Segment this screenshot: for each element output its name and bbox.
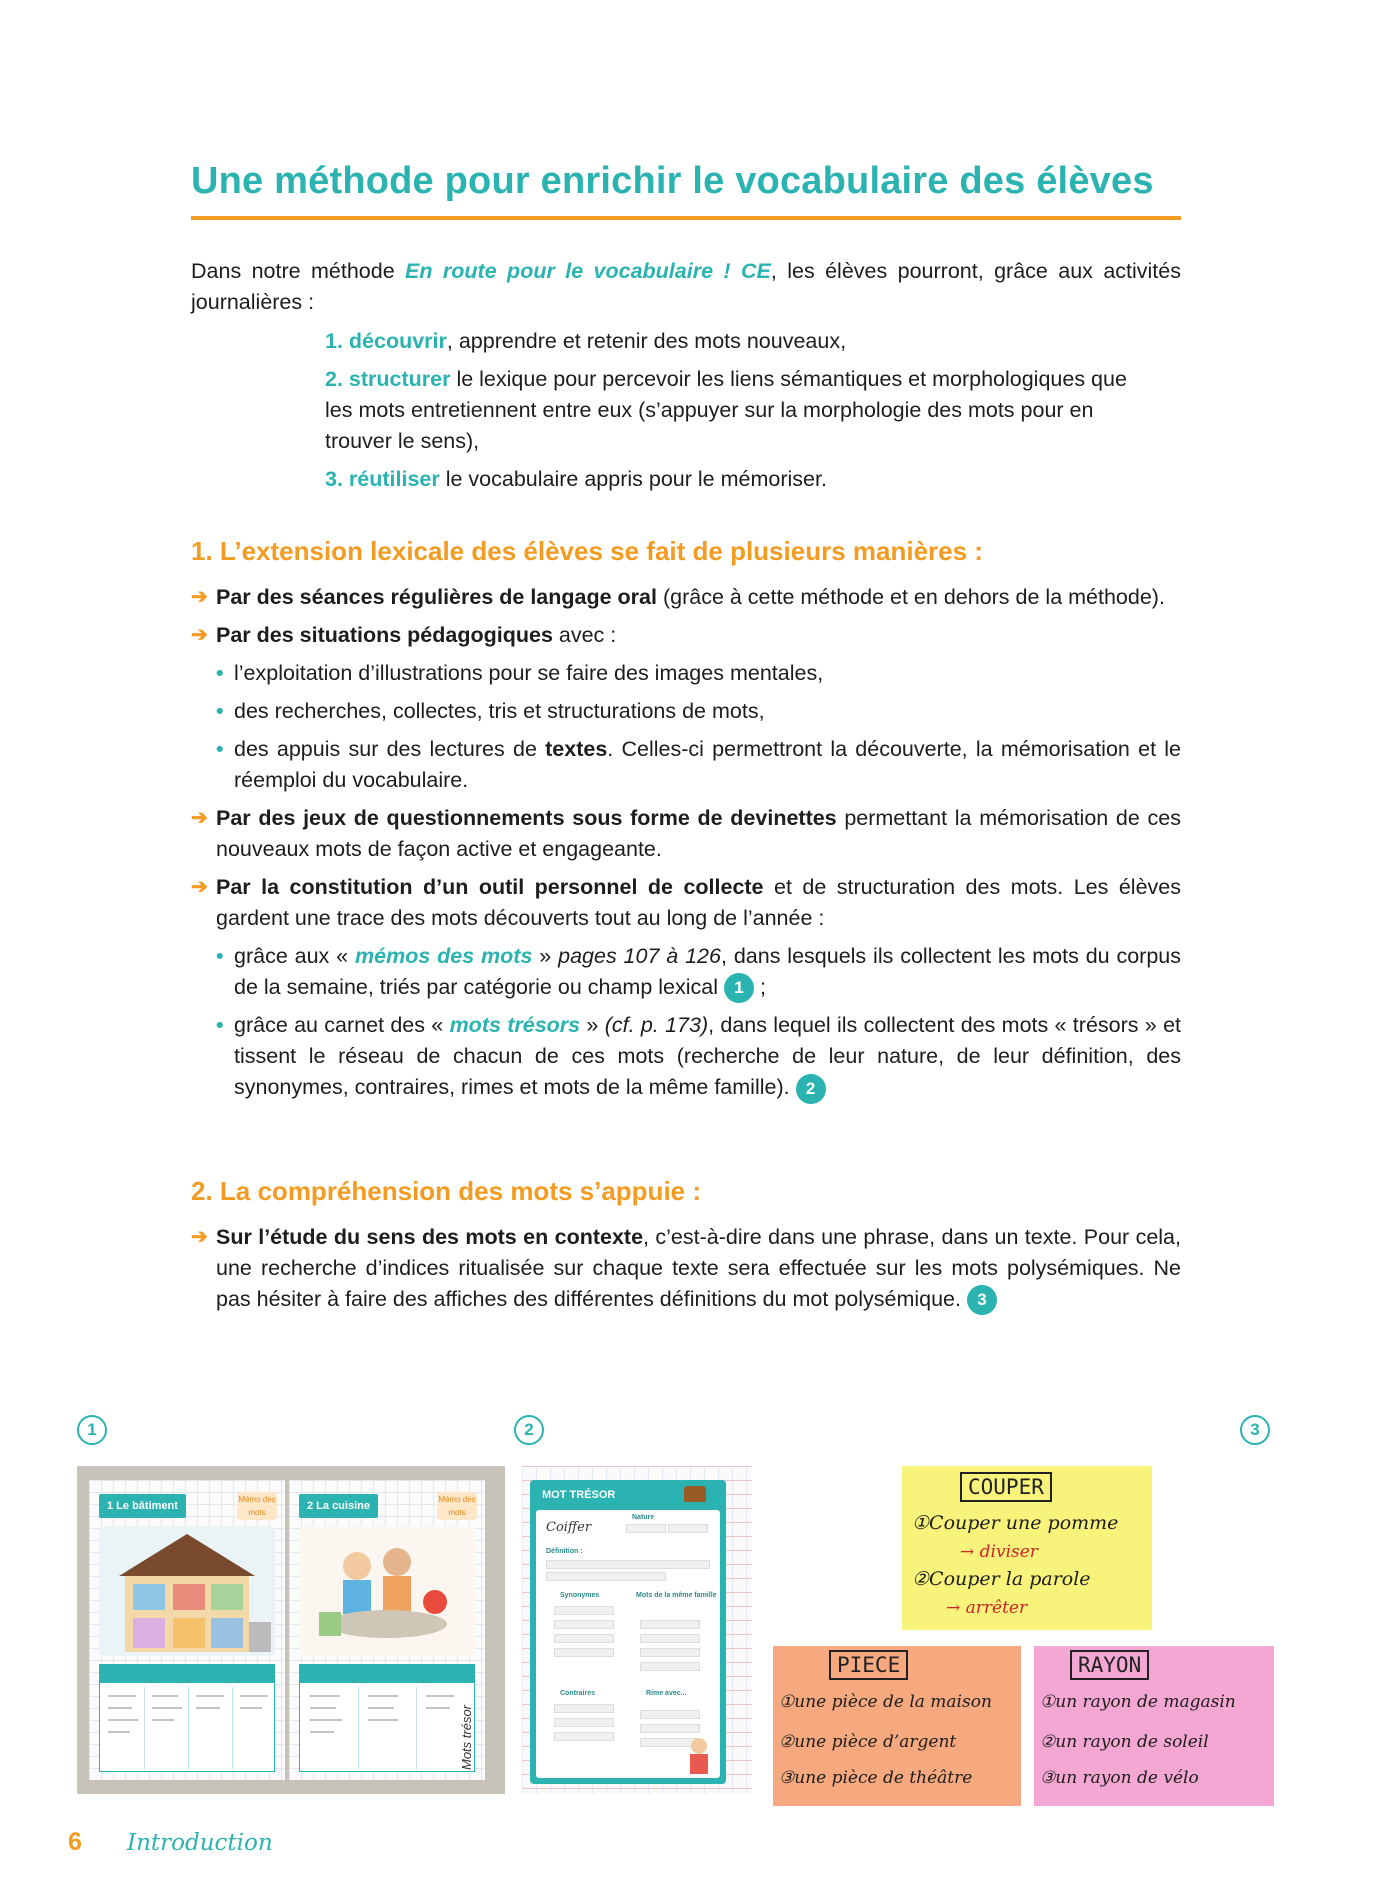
- arrow-right-icon: ➔: [191, 807, 208, 829]
- step-item: 1. découvrir, apprendre et retenir des mots nouveaux,: [325, 329, 847, 353]
- page-number: 6: [68, 1828, 82, 1856]
- badge-3: 3: [967, 1285, 997, 1315]
- badge-1: 1: [724, 973, 754, 1003]
- treasure-chest-icon: [684, 1486, 706, 1502]
- photo-memo-notebook: [77, 1466, 505, 1794]
- steps-list: [325, 326, 1145, 502]
- notebook-page-right: [289, 1480, 485, 1780]
- house-illustration: [99, 1526, 275, 1656]
- section1-list: [191, 582, 1181, 1111]
- vocab-table: [299, 1664, 475, 1772]
- poster-couper: COUPER ①Couper une pomme → diviser ②Couper la parole → arrêter: [902, 1466, 1152, 1630]
- sub-list-item: • des recherches, collectes, tris et structurations de mots,: [191, 696, 1181, 727]
- badge-2: 2: [796, 1074, 826, 1104]
- intro-paragraph: Dans notre méthode En route pour le vocabulaire ! CE, les élèves pourront, grâce aux activités journalières :: [191, 259, 1181, 314]
- footer-section-label: Introduction: [127, 1830, 273, 1856]
- list-item: ➔ Par des situations pédagogiques avec :: [191, 623, 617, 647]
- arrow-right-icon: ➔: [191, 876, 208, 898]
- poster-heading: PIECE: [829, 1650, 908, 1680]
- list-item: ➔ Sur l’étude du sens des mots en contexte, c’est-à-dire dans une phrase, dans un texte. Pour cela, une recherche d’indices ritualisée sur chaque texte sera effectuée sur les mots polysémiques. Ne pas hésiter à faire des affiches des différentes définitions du mot polysémique. 3: [191, 1222, 1181, 1315]
- section1-title: 1. L’extension lexicale des élèves se fait de plusieurs manières :: [191, 536, 983, 566]
- method-name: En route pour le vocabulaire ! CE: [405, 259, 771, 283]
- arrow-right-icon: ➔: [191, 586, 208, 608]
- card-title: MOT TRÉSOR: [542, 1489, 616, 1501]
- memo-tag: Mémo des mots: [437, 1492, 477, 1520]
- side-label: Mots trésor: [459, 1704, 474, 1770]
- mot-tresor-card: MOT TRÉSOR Coiffer Nature Définition : Synonymes Mots de la même famille Contraires Rime avec...: [530, 1480, 726, 1784]
- sub-list-item: • grâce au carnet des « mots trésors » (cf. p. 173), dans lequel ils collectent des mots « trésors » et tissent le réseau de chacun de ces mots (recherche de leur nature, de leur définition, des synonymes, contraires, rimes et mots de la même famille). 2: [191, 1010, 1181, 1103]
- card-word: Coiffer: [546, 1520, 592, 1535]
- poster-heading: RAYON: [1070, 1650, 1149, 1680]
- figure-marker-2: 2: [514, 1415, 544, 1445]
- bullet-dot-icon: •: [216, 944, 224, 968]
- bullet-dot-icon: •: [216, 1013, 224, 1038]
- child-illustration-icon: [684, 1736, 714, 1776]
- vocab-table: [99, 1664, 275, 1772]
- step-item: 2. structurer le lexique pour percevoir les liens sémantiques et morphologiques que les mots entretiennent entre eux (s’appuyer sur la morphologie des mots pour en trouver le sens),: [325, 367, 1127, 453]
- bullet-dot-icon: •: [216, 661, 224, 685]
- sub-list-item: • grâce aux « mémos des mots » pages 107 à 126, dans lesquels ils collectent les mots du corpus de la semaine, triés par catégorie ou champ lexical 1 ;: [191, 941, 1181, 1003]
- page-title: Une méthode pour enrichir le vocabulaire des élèves: [191, 160, 1154, 202]
- section2-list: [191, 1222, 1181, 1322]
- arrow-right-icon: ➔: [191, 624, 208, 646]
- list-item: ➔ Par la constitution d’un outil personnel de collecte et de structuration des mots. Les élèves gardent une trace des mots découverts tout au long de l’année :: [191, 875, 1181, 930]
- memo-tag: Mémo des mots: [237, 1492, 277, 1520]
- arrow-right-icon: ➔: [191, 1226, 208, 1248]
- sub-list-item: • l’exploitation d’illustrations pour se faire des images mentales,: [191, 658, 1181, 689]
- poster-piece: PIECE ①une pièce de la maison ②une pièce d’argent ③une pièce de théâtre: [773, 1646, 1021, 1806]
- bullet-dot-icon: •: [216, 737, 224, 761]
- sub-list-item: • des appuis sur des lectures de textes. Celles-ci permettront la découverte, la mémorisation et le réemploi du vocabulaire.: [191, 734, 1181, 796]
- title-rule: [191, 216, 1181, 220]
- section2-title: 2. La compréhension des mots s’appuie :: [191, 1176, 702, 1206]
- poster-rayon: RAYON ①un rayon de magasin ②un rayon de soleil ③un rayon de vélo: [1034, 1646, 1274, 1806]
- step-item: 3. réutiliser le vocabulaire appris pour le mémoriser.: [325, 467, 827, 491]
- photo-mot-tresor: [522, 1466, 752, 1794]
- notebook-header: 1 Le bâtiment: [99, 1494, 186, 1518]
- notebook-page-left: [89, 1480, 285, 1780]
- notebook-header: 2 La cuisine: [299, 1494, 378, 1518]
- list-item: ➔ Par des jeux de questionnements sous forme de devinettes permettant la mémorisation de ces nouveaux mots de façon active et engageante.: [191, 806, 1181, 861]
- list-item: ➔ Par des séances régulières de langage oral (grâce à cette méthode et en dehors de la méthode).: [191, 585, 1165, 609]
- figure-marker-1: 1: [77, 1415, 107, 1445]
- poster-heading: COUPER: [960, 1472, 1052, 1502]
- kitchen-illustration: [299, 1526, 475, 1656]
- figure-marker-3: 3: [1240, 1415, 1270, 1445]
- bullet-dot-icon: •: [216, 699, 224, 723]
